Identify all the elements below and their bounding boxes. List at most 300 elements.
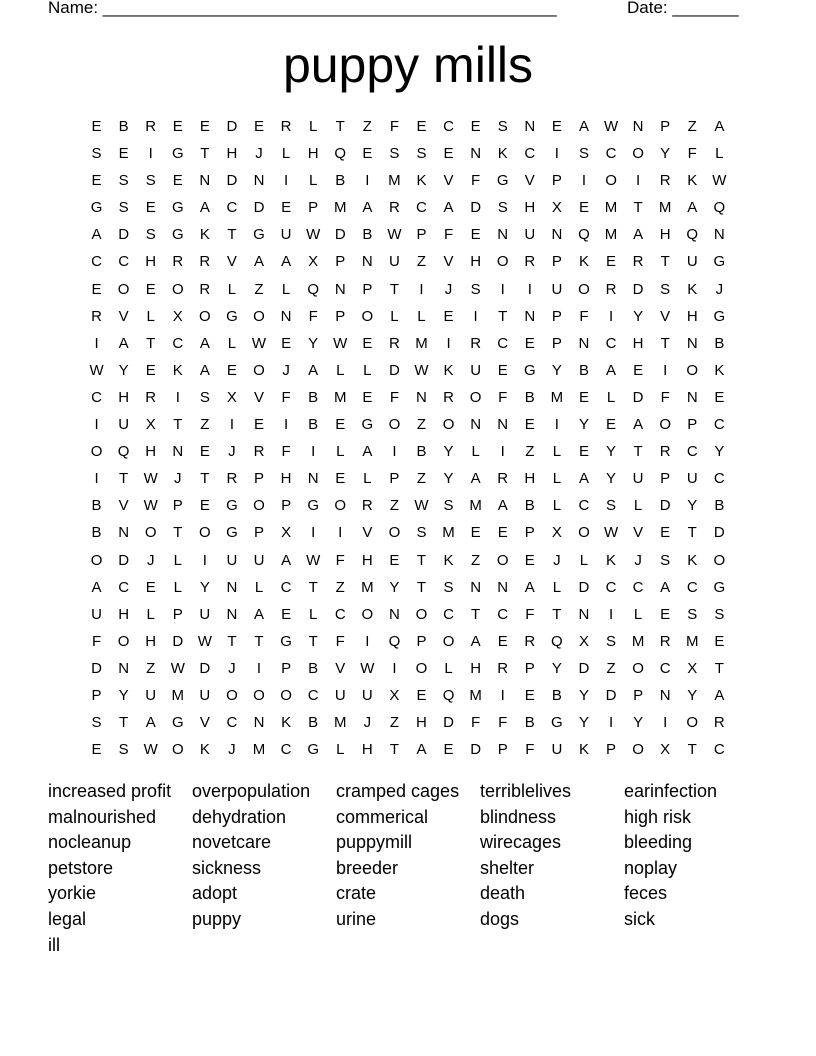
grid-letter: O (280, 686, 292, 704)
grid-letter: T (660, 253, 670, 271)
grid-letter: B (524, 388, 535, 406)
grid-letter: L (633, 497, 643, 515)
grid-letter: O (253, 497, 265, 515)
grid-letter: Q (307, 280, 319, 298)
grid-letter: T (633, 199, 643, 217)
grid-letter: A (91, 578, 102, 596)
grid-row (83, 113, 733, 140)
grid-letter: S (578, 145, 589, 163)
grid-letter: U (145, 686, 157, 704)
grid-letter: D (578, 659, 590, 677)
grid-letter: L (336, 741, 345, 759)
grid-letter: X (172, 307, 183, 325)
grid-letter: F (281, 443, 291, 461)
grid-letter: W (143, 741, 158, 759)
grid-letter: U (280, 226, 292, 244)
grid-letter: J (146, 551, 155, 569)
grid-letter: I (446, 334, 451, 352)
grid-letter: P (633, 686, 644, 704)
grid-letter: E (470, 524, 481, 542)
grid-letter: E (281, 605, 292, 623)
grid-letter: Y (389, 578, 400, 596)
grid-letter: A (524, 578, 535, 596)
grid-letter: R (145, 118, 157, 135)
grid-letter: B (551, 686, 562, 704)
grid-letter: U (199, 605, 211, 623)
grid-letter: J (255, 145, 263, 163)
grid-letter: W (414, 497, 429, 515)
grid-letter: H (145, 632, 157, 650)
page-title: puppy mills (282, 37, 534, 93)
grid-letter: P (551, 172, 562, 190)
grid-letter: E (281, 334, 292, 352)
grid-letter: E (199, 443, 210, 461)
grid-letter: O (496, 253, 509, 271)
word-list-item: blindness (480, 806, 557, 827)
grid-letter: K (687, 172, 698, 190)
grid-letter: E (389, 551, 400, 569)
grid-letter: T (687, 524, 697, 542)
word-list-item: yorkie (48, 883, 97, 904)
grid-letter: P (416, 632, 427, 650)
grid-letter: E (524, 416, 535, 434)
grid-letter: C (605, 334, 617, 352)
grid-letter: R (172, 253, 184, 271)
grid-letter: P (172, 605, 183, 623)
grid-letter: F (525, 605, 535, 623)
grid-letter: L (308, 172, 318, 190)
grid-letter: O (117, 280, 130, 298)
grid-letter: B (416, 443, 427, 461)
grid-letter: D (172, 632, 184, 650)
grid-letter: F (335, 551, 345, 569)
grid-letter: S (145, 172, 156, 190)
grid-letter: O (253, 307, 265, 325)
grid-letter: M (469, 497, 482, 515)
grid-letter: E (199, 497, 210, 515)
grid-letter: F (471, 172, 481, 190)
grid-row (83, 276, 733, 303)
grid-letter: P (606, 741, 617, 759)
grid-letter: H (632, 334, 644, 352)
grid-letter: Z (389, 714, 399, 732)
grid-letter: Z (200, 416, 210, 434)
grid-letter: L (552, 578, 562, 596)
word-list-item: bleeding (624, 832, 693, 853)
grid-letter: Z (606, 659, 616, 677)
grid-letter: C (280, 741, 292, 759)
word-list-item: feces (624, 883, 668, 904)
grid-letter: Y (687, 497, 698, 515)
grid-letter: W (360, 659, 375, 677)
grid-letter: U (686, 470, 698, 488)
grid-letter: D (226, 172, 238, 190)
grid-letter: Q (388, 632, 401, 650)
grid-letter: H (280, 470, 292, 488)
grid-letter: R (659, 443, 671, 461)
grid-letter: I (608, 605, 614, 623)
grid-letter: V (118, 307, 129, 325)
grid-letter: N (334, 280, 346, 298)
grid-letter: M (469, 686, 482, 704)
grid-letter: O (442, 416, 455, 434)
grid-letter: E (199, 118, 210, 135)
grid-letter: T (173, 524, 183, 542)
grid-letter: R (226, 470, 238, 488)
grid-row (83, 628, 733, 655)
grid-letter: N (470, 145, 482, 163)
grid-letter: E (91, 118, 102, 135)
date-field-label: Date: _______ (627, 0, 739, 17)
grid-letter: W (306, 551, 321, 569)
grid-letter: C (713, 470, 725, 488)
grid-letter: E (497, 524, 508, 542)
grid-letter: K (687, 280, 698, 298)
grid-letter: B (335, 172, 346, 190)
grid-letter: I (175, 388, 180, 406)
grid-letter: S (687, 605, 698, 623)
grid-letter: A (254, 605, 265, 623)
grid-letter: X (687, 659, 698, 677)
grid-letter: Z (254, 280, 264, 298)
grid-letter: S (91, 145, 102, 163)
grid-letter: Y (660, 145, 671, 163)
grid-letter: F (91, 632, 102, 650)
grid-letter: T (308, 578, 318, 596)
grid-letter: H (361, 741, 373, 759)
grid-letter: N (226, 605, 238, 623)
grid-letter: E (172, 118, 183, 135)
grid-letter: R (91, 307, 102, 325)
grid-letter: U (226, 551, 238, 569)
grid-letter: P (687, 416, 698, 434)
grid-letter: M (604, 226, 618, 244)
grid-row (83, 519, 733, 546)
grid-letter: O (226, 686, 238, 704)
grid-letter: N (524, 307, 536, 325)
grid-letter: M (604, 199, 618, 217)
grid-letter: O (632, 741, 644, 759)
grid-letter: M (388, 172, 401, 190)
grid-letter: O (605, 172, 617, 190)
grid-letter: N (497, 416, 509, 434)
grid-letter: E (606, 416, 617, 434)
grid-letter: H (145, 443, 157, 461)
grid-letter: A (470, 470, 481, 488)
grid-letter: D (470, 741, 482, 759)
grid-letter: F (687, 145, 697, 163)
grid-letter: A (633, 226, 644, 244)
grid-letter: N (118, 524, 130, 542)
grid-letter: D (632, 388, 644, 406)
grid-letter: J (228, 659, 236, 677)
word-list-item: novetcare (192, 832, 272, 853)
grid-letter: Z (525, 443, 535, 461)
grid-letter: E (524, 686, 535, 704)
grid-letter: Y (199, 578, 210, 596)
grid-letter: S (389, 145, 400, 163)
grid-letter: B (578, 361, 589, 379)
word-list-item: dogs (480, 908, 520, 929)
grid-letter: Q (117, 443, 130, 461)
grid-letter: L (336, 443, 345, 461)
grid-letter: U (334, 686, 346, 704)
word-list-item: death (480, 883, 526, 904)
grid-letter: J (715, 280, 724, 298)
grid-letter: L (633, 605, 643, 623)
grid-letter: T (119, 714, 129, 732)
grid-letter: B (714, 334, 725, 352)
grid-letter: B (308, 416, 319, 434)
grid-letter: X (578, 632, 589, 650)
grid-letter: H (118, 388, 130, 406)
grid-letter: E (524, 551, 535, 569)
grid-letter: A (578, 118, 589, 135)
grid-letter: P (660, 470, 671, 488)
grid-letter: A (606, 361, 617, 379)
grid-letter: S (443, 497, 454, 515)
grid-letter: I (581, 172, 587, 190)
grid-letter: N (280, 307, 292, 325)
grid-letter: I (663, 714, 668, 732)
grid-letter: Y (443, 470, 454, 488)
grid-letter: U (361, 686, 373, 704)
grid-letter: N (551, 226, 563, 244)
grid-letter: Y (578, 686, 589, 704)
grid-letter: T (146, 334, 156, 352)
grid-letter: Y (606, 470, 617, 488)
grid-letter: B (308, 714, 319, 732)
grid-letter: J (228, 443, 236, 461)
grid-letter: M (415, 334, 428, 352)
grid-letter: G (171, 226, 184, 244)
grid-letter: B (308, 659, 319, 677)
grid-letter: P (389, 470, 400, 488)
grid-letter: O (171, 280, 184, 298)
grid-letter: V (199, 714, 210, 732)
grid-letter: H (361, 551, 373, 569)
grid-letter: B (714, 497, 725, 515)
grid-letter: N (578, 605, 590, 623)
grid-letter: C (118, 253, 130, 271)
grid-letter: A (199, 199, 210, 217)
grid-letter: P (281, 497, 292, 515)
grid-letter: R (632, 253, 644, 271)
grid-letter: S (660, 280, 671, 298)
grid-letter: O (253, 686, 265, 704)
grid-letter: G (307, 741, 319, 759)
grid-row (83, 384, 733, 411)
grid-letter: D (388, 361, 400, 379)
grid-letter: Y (443, 443, 454, 461)
grid-letter: I (554, 416, 559, 434)
word-list-item: high risk (624, 806, 692, 827)
grid-letter: R (524, 632, 536, 650)
word-list-item: breeder (336, 857, 399, 878)
grid-letter: O (632, 145, 644, 163)
grid-letter: A (714, 686, 725, 704)
grid-letter: I (229, 416, 235, 434)
grid-letter: V (443, 172, 454, 190)
grid-letter: D (118, 226, 130, 244)
grid-letter: L (227, 280, 237, 298)
grid-letter: L (715, 145, 724, 163)
grid-letter: A (199, 334, 210, 352)
grid-letter: R (470, 334, 482, 352)
grid-letter: C (226, 714, 238, 732)
grid-letter: N (172, 443, 184, 461)
grid-letter: E (443, 741, 454, 759)
grid-letter: Y (578, 416, 589, 434)
grid-letter: O (415, 659, 428, 677)
grid-letter: O (334, 497, 347, 515)
grid-letter: E (254, 416, 265, 434)
grid-letter: W (333, 334, 348, 352)
grid-letter: E (226, 361, 237, 379)
grid-letter: E (606, 253, 617, 271)
grid-letter: R (497, 470, 509, 488)
grid-letter: U (551, 280, 563, 298)
grid-letter: Q (578, 226, 590, 244)
grid-letter: S (118, 172, 129, 190)
grid-letter: E (335, 416, 346, 434)
grid-row (83, 682, 733, 709)
grid-letter: W (414, 361, 429, 379)
grid-letter: I (473, 307, 478, 325)
grid-letter: W (89, 361, 104, 379)
header-line (48, 0, 748, 19)
grid-letter: A (362, 443, 373, 461)
grid-letter: S (199, 388, 210, 406)
grid-letter: T (227, 632, 237, 650)
grid-letter: J (228, 741, 236, 759)
grid-letter: K (443, 361, 454, 379)
grid-letter: Z (362, 118, 372, 135)
grid-letter: T (119, 470, 129, 488)
grid-letter: N (713, 226, 725, 244)
grid-letter: T (416, 551, 427, 569)
grid-letter: I (500, 686, 505, 704)
grid-letter: C (686, 578, 698, 596)
grid-letter: G (226, 524, 238, 542)
grid-letter: D (470, 199, 482, 217)
grid-letter: Y (633, 714, 644, 732)
grid-letter: C (307, 686, 319, 704)
grid-letter: C (713, 741, 725, 759)
grid-letter: A (308, 361, 319, 379)
grid-letter: P (335, 307, 346, 325)
grid-letter: L (552, 443, 562, 461)
grid-letter: N (253, 172, 265, 190)
grid-letter: X (281, 524, 292, 542)
grid-letter: N (253, 714, 265, 732)
word-list-item: nocleanup (48, 832, 132, 853)
grid-letter: C (91, 388, 102, 406)
grid-letter: H (307, 145, 319, 163)
grid-letter: R (280, 118, 292, 135)
grid-row (83, 736, 733, 763)
grid-letter: Y (551, 361, 562, 379)
grid-letter: P (524, 524, 535, 542)
grid-letter: S (416, 524, 427, 542)
grid-letter: H (470, 659, 482, 677)
grid-letter: E (470, 118, 481, 135)
grid-row (83, 221, 733, 248)
grid-letter: A (416, 741, 427, 759)
grid-letter: I (608, 714, 614, 732)
grid-letter: E (91, 741, 102, 759)
grid-letter: E (362, 388, 373, 406)
grid-letter: L (471, 443, 480, 461)
grid-letter: S (660, 551, 671, 569)
grid-letter: B (118, 118, 129, 135)
grid-letter: V (633, 524, 644, 542)
grid-letter: E (633, 361, 644, 379)
grid-letter: I (94, 416, 99, 434)
grid-letter: Y (606, 443, 617, 461)
grid-letter: U (524, 226, 536, 244)
grid-letter: T (308, 632, 318, 650)
grid-letter: E (145, 578, 156, 596)
grid-letter: A (145, 714, 156, 732)
grid-letter: G (713, 307, 726, 325)
grid-letter: E (254, 118, 265, 135)
grid-letter: N (388, 605, 400, 623)
grid-letter: L (363, 470, 372, 488)
grid-letter: U (686, 253, 698, 271)
grid-letter: N (470, 416, 482, 434)
grid-letter: M (631, 632, 645, 650)
grid-letter: K (199, 741, 210, 759)
grid-letter: P (254, 470, 265, 488)
grid-letter: T (416, 578, 427, 596)
grid-row (83, 709, 733, 736)
grid-letter: Y (308, 334, 319, 352)
grid-letter: L (281, 280, 291, 298)
grid-letter: A (578, 470, 589, 488)
word-list-item: adopt (192, 883, 238, 904)
grid-letter: O (659, 416, 672, 434)
grid-letter: G (226, 307, 238, 325)
grid-letter: C (605, 578, 617, 596)
grid-letter: Y (118, 686, 129, 704)
grid-letter: M (658, 199, 672, 217)
grid-letter: C (497, 605, 509, 623)
grid-letter: A (443, 199, 454, 217)
grid-letter: K (606, 551, 617, 569)
grid-letter: M (686, 632, 699, 650)
grid-letter: E (281, 199, 292, 217)
word-search-grid (83, 113, 733, 763)
grid-letter: V (660, 307, 671, 325)
grid-letter: O (171, 741, 184, 759)
grid-letter: Z (335, 578, 345, 596)
grid-letter: T (173, 416, 183, 434)
grid-letter: N (578, 334, 590, 352)
grid-letter: O (90, 443, 103, 461)
grid-letter: N (686, 388, 698, 406)
grid-letter: O (686, 714, 699, 732)
grid-letter: Q (334, 145, 347, 163)
grid-letter: R (145, 388, 157, 406)
grid-letter: E (362, 334, 373, 352)
grid-letter: B (362, 226, 373, 244)
grid-letter: G (361, 416, 374, 434)
word-list-item: legal (48, 908, 87, 929)
grid-letter: S (470, 280, 481, 298)
grid-letter: X (226, 388, 237, 406)
grid-letter: O (388, 416, 401, 434)
